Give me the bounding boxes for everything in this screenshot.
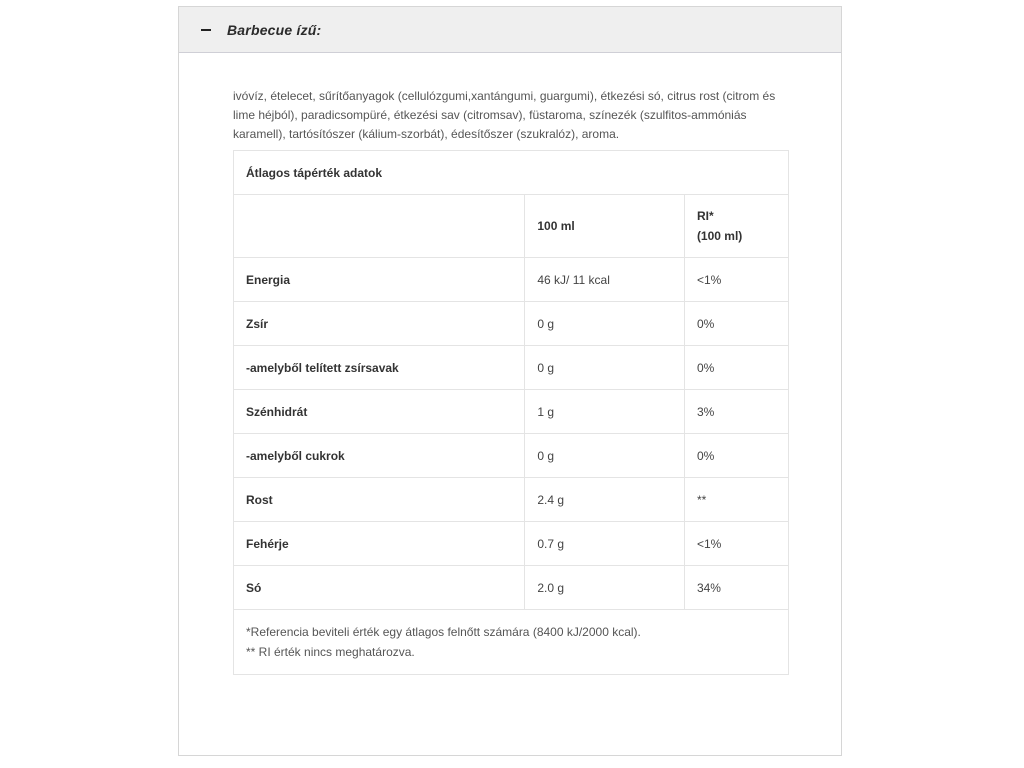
row-ri: 34% [684,566,788,610]
row-value: 2.0 g [525,566,685,610]
minus-icon[interactable] [201,29,211,31]
table-title: Átlagos tápérték adatok [234,151,789,195]
table-row [234,522,789,566]
header-empty-cell [234,195,525,258]
row-ri: <1% [684,258,788,302]
table-row [234,390,789,434]
row-value: 2.4 g [525,478,685,522]
footnote-reference: *Referencia beviteli érték egy átlagos felnőtt számára (8400 kJ/2000 kcal). [246,625,641,639]
table-row [234,258,789,302]
row-label: Só [234,566,525,610]
row-ri: <1% [684,522,788,566]
row-ri: 0% [684,302,788,346]
accordion-header[interactable] [179,7,841,53]
row-ri: 0% [684,434,788,478]
row-value: 1 g [525,390,685,434]
row-label: Zsír [234,302,525,346]
table-row [234,346,789,390]
row-value: 0 g [525,434,685,478]
nutrition-table [233,150,789,675]
header-ri-line2: (100 ml) [696,229,743,243]
row-label: Rost [234,478,525,522]
header-ri [684,195,788,258]
table-row [234,478,789,522]
table-title-row [234,151,789,195]
row-value: 46 kJ/ 11 kcal [525,258,685,302]
row-ri: ** [684,478,788,522]
row-ri: 0% [684,346,788,390]
table-row [234,302,789,346]
ingredients-text: ivóvíz, ételecet, sűrítőanyagok (cellulózgumi,xantángumi, guargumi), étkezési só, citrus rost (citrom és lime héjból), paradicsompüré, étkezési sav (citromsav), füstaroma, színezék (szulfitos-ammóniás karamell), tartósítószer (kálium-szorbát), édesítőszer (szukralóz), aroma. [233,89,776,141]
row-value: 0 g [525,346,685,390]
accordion-title: Barbecue ízű: [227,21,322,38]
footnote-row [234,610,789,675]
header-100ml: 100 ml [525,195,685,258]
footnote-cell [234,610,789,675]
row-label: Szénhidrát [234,390,525,434]
footnote-ri: ** RI érték nincs meghatározva. [246,645,415,659]
header-ri-line1: RI* [696,209,714,223]
table-header-row [234,195,789,258]
table-row [234,566,789,610]
table-row [234,434,789,478]
accordion-content [233,87,789,675]
row-label: Fehérje [234,522,525,566]
row-label: -amelyből telített zsírsavak [234,346,525,390]
row-value: 0 g [525,302,685,346]
row-value: 0.7 g [525,522,685,566]
row-ri: 3% [684,390,788,434]
accordion-panel [178,6,842,756]
row-label: -amelyből cukrok [234,434,525,478]
row-label: Energia [234,258,525,302]
